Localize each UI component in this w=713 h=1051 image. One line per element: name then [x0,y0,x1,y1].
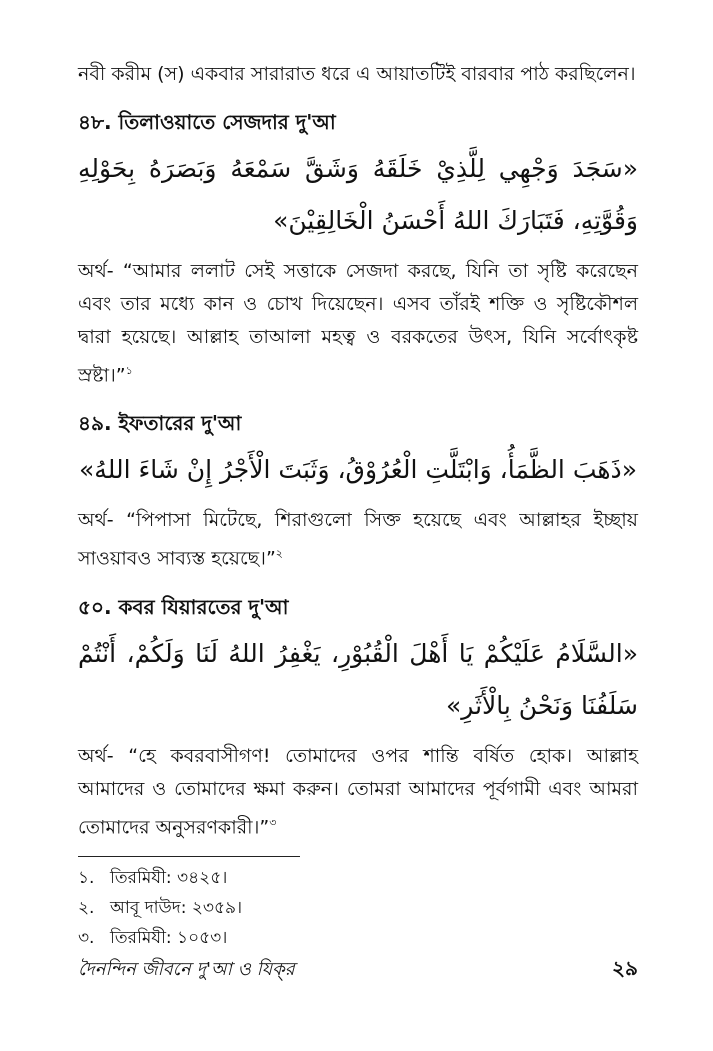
meaning-text-50: অর্থ- “হে কবরবাসীগণ! তোমাদের ওপর শান্তি বর্ষিত হোক। আল্লাহ আমাদের ও তোমাদের ক্ষমা করুন। তোমরা আমাদের পূর্বগামী এবং আমরা তোমাদের অনুসরণকারী।” [78,744,638,838]
footnote-list [78,863,638,953]
footnote-ref-2[interactable]: ২ [275,547,283,561]
meaning-text-49: অর্থ- “পিপাসা মিটেছে, শিরাগুলো সিক্ত হয়েছে এবং আল্লাহর ইচ্ছায় সাওয়াবও সাব্যস্ত হয়েছে।” [78,509,638,570]
intro-paragraph: নবী করীম (স) একবার সারারাত ধরে এ আয়াতটিই বারবার পাঠ করছিলেন। [78,63,636,85]
meaning-text-48: অর্থ- “আমার ললাট সেই সত্তাকে সেজদা করছে, যিনি তা সৃষ্টি করেছেন এবং তার মধ্যে কান ও চোখ দিয়েছেন। এসব তাঁরই শক্তি ও সৃষ্টিকৌশল দ্বারা হয়েছে। আল্লাহ তাআলা মহত্ব ও বরকতের উৎস, যিনি সর্বোৎকৃষ্ট স্রষ্টা।” [78,260,638,387]
meaning-49 [78,504,638,575]
section-heading-50: ৫০. কবর যিয়ারতের দু'আ [78,594,289,619]
book-title: দৈনন্দিন জীবনে দু'আ ও যিক্‌র [78,959,295,980]
footnote-2 [78,893,638,923]
footnote-number: ১. [78,867,95,888]
footnote-text: তিরমিযী: ৩৪২৫। [110,867,228,888]
footnote-number: ৩. [78,927,95,948]
footnote-3 [78,923,638,953]
meaning-50 [78,740,638,844]
footnote-ref-1[interactable]: ১ [125,364,133,377]
footnote-number: ২. [78,897,95,918]
footnote-ref-3[interactable]: ৩ [269,815,277,829]
section-heading-49: ৪৯. ইফতারের দু'আ [78,411,242,436]
footnote-1 [78,863,638,893]
footnote-text: তিরমিযী: ১০৫৩। [110,927,228,948]
arabic-dua-49: «ذَهَبَ الظَّمَأُ، وَابْتَلَّتِ الْعُرُوْقُ، وَثَبَتَ الْأَجْرُ إِنْ شَاءَ اللهُ» [79,455,637,485]
page-footer [78,954,638,987]
footnote-divider [78,856,300,857]
page-number: ২৯ [612,956,638,980]
arabic-dua-50: «السَّلَامُ عَلَيْكُمْ يَا أَهْلَ الْقُبُوْرِ، يَغْفِرُ اللهُ لَنَا وَلَكُمْ، أَنْتُمْ سَلَفُنَا وَنَحْنُ بِالْأَثَرِ» [78,638,638,720]
meaning-48 [78,255,638,392]
arabic-dua-48: «سَجَدَ وَجْهِي لِلَّذِيْ خَلَقَهُ وَشَقَّ سَمْعَهُ وَبَصَرَهُ بِحَوْلِهِ وَقُوَّتِهِ، فَتَبَارَكَ اللهُ أَحْسَنُ الْخَالِقِيْنَ» [78,154,638,235]
footnote-text: আবূ দাউদ: ২৩৫৯। [110,897,243,918]
section-heading-48: ৪৮. তিলাওয়াতে সেজদার দু'আ [78,110,336,134]
document-page [78,58,638,1018]
